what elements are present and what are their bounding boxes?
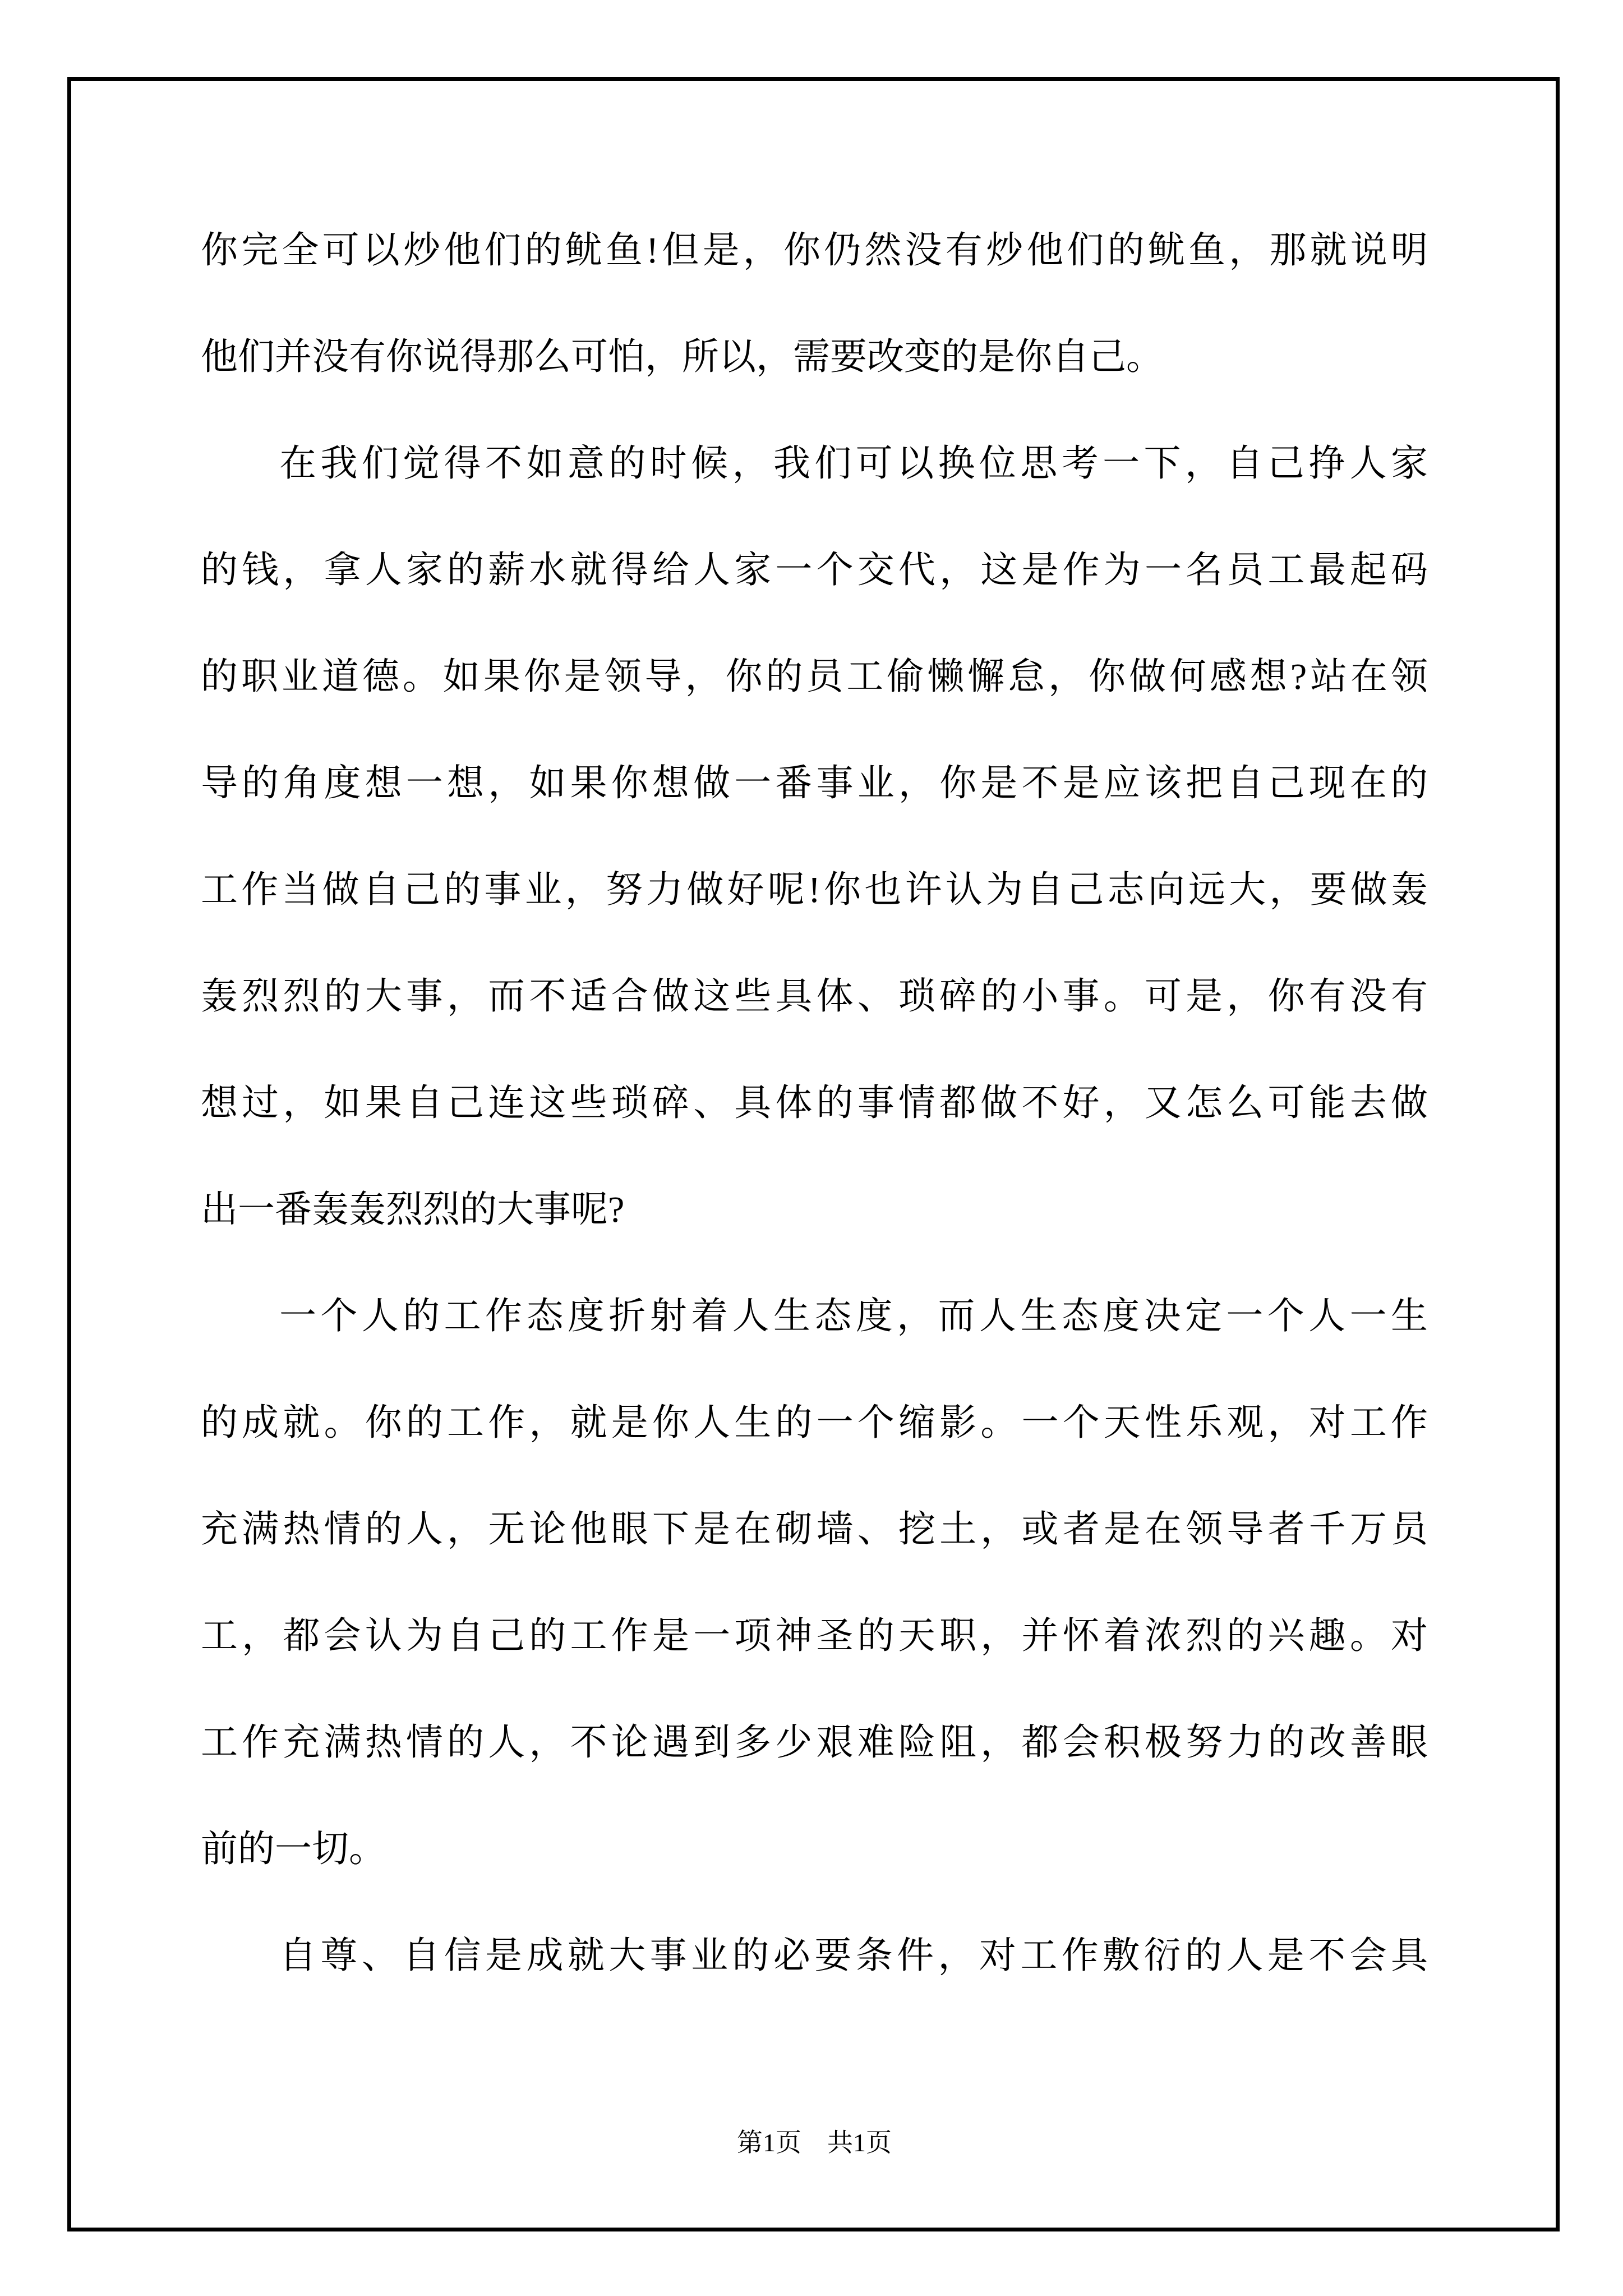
text-line: 一个人的工作态度折射着人生态度，而人生态度决定一个人一生 [279,1296,1428,1337]
text-line: 自尊、自信是成就大事业的必要条件，对工作敷衍的人是不会具 [279,1935,1428,1976]
text-line: 你完全可以炒他们的鱿鱼!但是，你仍然没有炒他们的鱿鱼，那就说明 [201,230,1428,271]
text-line: 工作当做自己的事业，努力做好呢!你也许认为自己志向远大，要做轰 [201,869,1428,910]
text-line: 想过，如果自己连这些琐碎、具体的事情都做不好，又怎么可能去做 [201,1083,1428,1124]
document-body [201,197,1428,2009]
text-line: 在我们觉得不如意的时候，我们可以换位思考一下，自己挣人家 [279,443,1428,484]
text-line: 工，都会认为自己的工作是一项神圣的天职，并怀着浓烈的兴趣。对 [201,1616,1428,1657]
text-line: 充满热情的人，无论他眼下是在砌墙、挖土，或者是在领导者千万员 [201,1509,1428,1550]
text-line: 工作充满热情的人，不论遇到多少艰难险阻，都会积极努力的改善眼 [201,1722,1428,1763]
text-line: 的成就。你的工作，就是你人生的一个缩影。一个天性乐观，对工作 [201,1402,1428,1443]
text-line: 的职业道德。如果你是领导，你的员工偷懒懈怠，你做何感想?站在领 [201,656,1428,697]
text-line: 他们并没有你说得那么可怕，所以，需要改变的是你自己。 [201,337,1163,378]
text-line: 轰烈烈的大事，而不适合做这些具体、琐碎的小事。可是，你有没有 [201,976,1428,1017]
text-line: 的钱，拿人家的薪水就得给人家一个交代，这是作为一名员工最起码 [201,550,1428,591]
text-line: 出一番轰轰烈烈的大事呢? [201,1189,625,1230]
text-line: 导的角度想一想，如果你想做一番事业，你是不是应该把自己现在的 [201,763,1428,804]
text-line: 前的一切。 [201,1829,386,1870]
footer-page-number: 第1页 共1页 [737,2128,892,2157]
